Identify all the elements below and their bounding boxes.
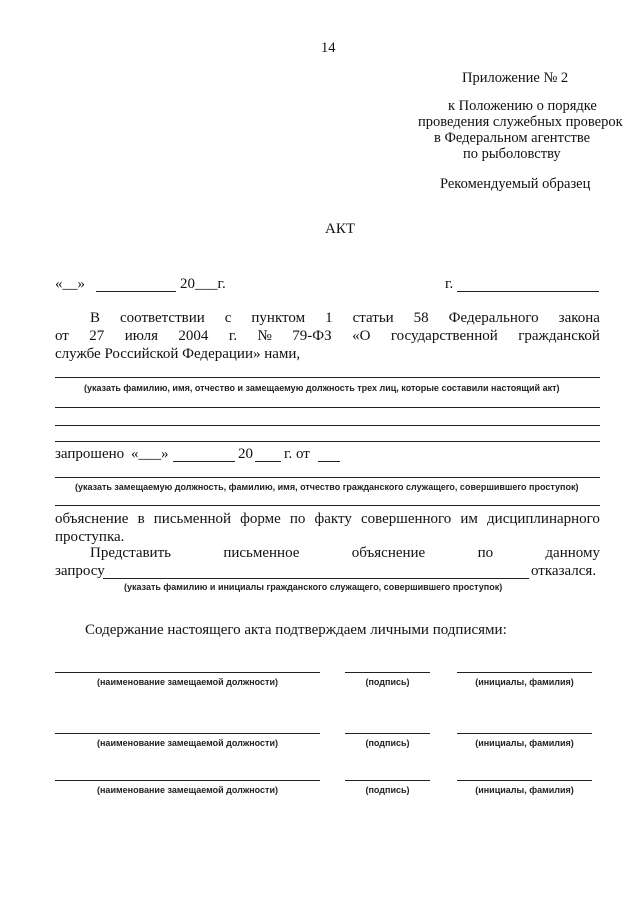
persons-line-4 xyxy=(55,441,600,442)
regulation-line-1: к Положению о порядке xyxy=(448,98,597,114)
name-caption-3: (инициалы, фамилия) xyxy=(475,785,574,795)
refused-label: отказался. xyxy=(531,563,597,579)
name-line-3 xyxy=(457,780,592,781)
intro-line-1: В соответствии с пунктом 1 статьи 58 Федерального закона xyxy=(90,310,600,326)
requested-day: «___» xyxy=(131,446,169,462)
persons-line-1 xyxy=(55,377,600,378)
explanation-line-3: Представить письменное объяснение по данному xyxy=(90,545,600,561)
name-caption-1: (инициалы, фамилия) xyxy=(475,677,574,687)
persons-line-2 xyxy=(55,407,600,408)
name-line-2 xyxy=(457,733,592,734)
explanation-line-1: объяснение в письменной форме по факту совершенного им дисциплинарного xyxy=(55,511,600,527)
regulation-line-4: по рыболовству xyxy=(463,146,561,162)
requested-from-blank xyxy=(318,461,340,462)
signature-caption-2: (подпись) xyxy=(365,738,410,748)
caption-persons: (указать фамилию, имя, отчество и замещаемую должность трех лиц, которые составили настоящий акт) xyxy=(84,383,560,393)
signature-line-3 xyxy=(345,780,430,781)
document-title: АКТ xyxy=(325,221,355,237)
position-caption-1: (наименование замещаемой должности) xyxy=(97,677,278,687)
date-day: «__» xyxy=(55,276,85,292)
employee-line-2 xyxy=(55,505,600,506)
regulation-line-2: проведения служебных проверок xyxy=(418,114,623,130)
name-caption-2: (инициалы, фамилия) xyxy=(475,738,574,748)
employee-line xyxy=(55,477,600,478)
position-caption-2: (наименование замещаемой должности) xyxy=(97,738,278,748)
caption-initials: (указать фамилию и инициалы гражданского служащего, совершившего проступок) xyxy=(124,582,503,592)
regulation-line-3: в Федеральном агентстве xyxy=(434,130,591,146)
confirm-text: Содержание настоящего акта подтверждаем личными подписями: xyxy=(85,622,507,638)
request-blank xyxy=(103,578,529,579)
position-line-2 xyxy=(55,733,320,734)
requested-year-blank xyxy=(255,461,281,462)
request-label: запросу xyxy=(55,563,105,579)
requested-label: запрошено xyxy=(55,446,125,462)
recommended-sample: Рекомендуемый образец xyxy=(440,176,591,192)
persons-line-3 xyxy=(55,425,600,426)
position-line-3 xyxy=(55,780,320,781)
date-year: 20___г. xyxy=(180,276,226,292)
appendix-label: Приложение № 2 xyxy=(462,70,569,86)
date-month-blank xyxy=(96,291,176,292)
position-line-1 xyxy=(55,672,320,673)
intro-line-3: службе Российской Федерации» нами, xyxy=(55,346,301,362)
requested-month-blank xyxy=(173,461,235,462)
page-number: 14 xyxy=(321,40,336,56)
signature-line-2 xyxy=(345,733,430,734)
caption-employee: (указать замещаемую должность, фамилию, имя, отчество гражданского служащего, совершившего проступок) xyxy=(75,482,579,492)
requested-from: г. от xyxy=(284,446,310,462)
requested-year: 20 xyxy=(238,446,253,462)
position-caption-3: (наименование замещаемой должности) xyxy=(97,785,278,795)
signature-caption-3: (подпись) xyxy=(365,785,410,795)
signature-line-1 xyxy=(345,672,430,673)
city-label: г. xyxy=(445,276,454,292)
name-line-1 xyxy=(457,672,592,673)
signature-caption-1: (подпись) xyxy=(365,677,410,687)
intro-line-2: от 27 июля 2004 г. № 79-ФЗ «О государственной гражданской xyxy=(55,328,600,344)
city-blank xyxy=(457,291,599,292)
explanation-line-2: проступка. xyxy=(55,529,125,545)
